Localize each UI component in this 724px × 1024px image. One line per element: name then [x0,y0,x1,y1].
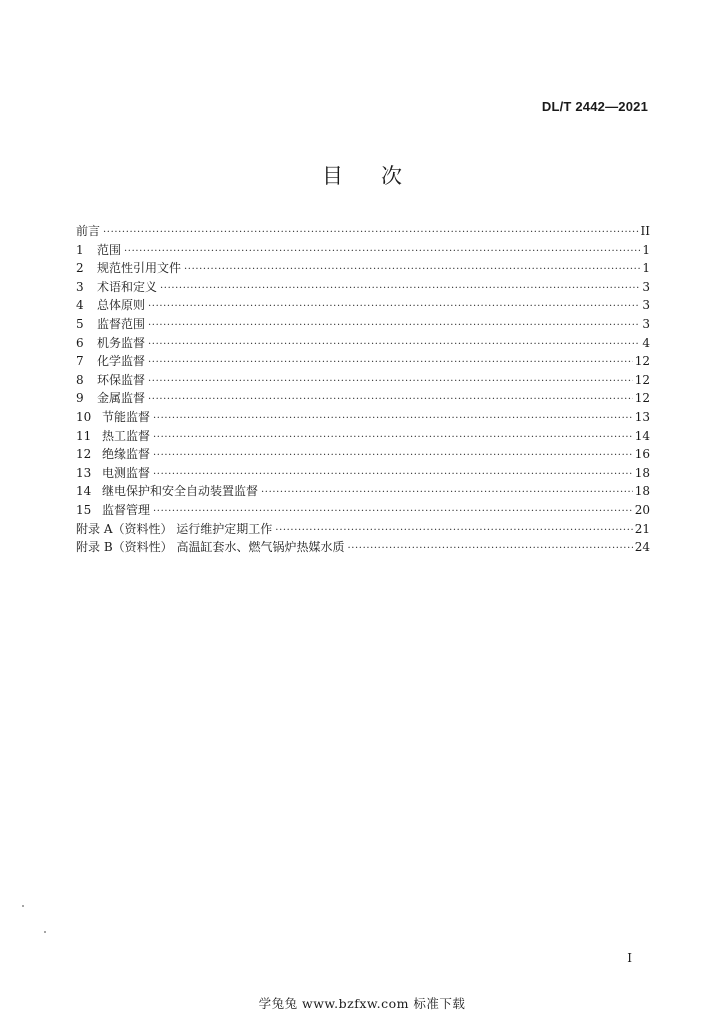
toc-leader-dots [261,487,633,498]
toc-leader-dots [148,394,633,405]
toc-entry-label: 金属监督 [97,391,146,406]
toc-entry-label: 环保监督 [97,372,146,387]
toc-entry-number: 10 [76,409,92,424]
table-of-contents [76,222,650,557]
standard-code: DL/T 2442—2021 [541,99,648,114]
toc-entry-label: 范围 [97,242,122,257]
toc-entry [76,371,650,390]
toc-entry [76,538,650,557]
title-char-1: 目 [322,164,343,188]
toc-entry-page: 3 [642,279,650,294]
toc-entry-label: 电测监督 [102,465,151,480]
toc-entry-page: 21 [634,521,650,536]
toc-entry-label: 术语和定义 [97,279,158,294]
toc-entry-number: 3 [76,279,84,294]
toc-leader-dots [153,413,633,424]
toc-entry-page: 12 [634,391,650,406]
toc-entry [76,315,650,334]
toc-entry-page: 14 [634,428,650,443]
toc-entry-page: 18 [634,465,650,480]
toc-entry-label: 附录 B（资料性） 高温缸套水、燃气锅炉热媒水质 [76,540,345,555]
toc-entry-label: 附录 A（资料性） 运行维护定期工作 [76,521,273,536]
toc-entry-number: 8 [76,372,84,387]
toc-leader-dots [347,543,632,554]
toc-entry-number: 15 [76,502,92,517]
toc-leader-dots [153,469,633,480]
toc-entry-number: 11 [76,428,92,443]
toc-entry-page: 3 [642,316,650,331]
toc-entry-label: 绝缘监督 [102,447,151,462]
toc-leader-dots [124,246,640,257]
toc-leader-dots [153,450,633,461]
toc-entry [76,334,650,353]
toc-entry [76,501,650,520]
toc-entry-number: 7 [76,354,84,369]
toc-entry [76,296,650,315]
toc-entry-number: 4 [76,298,84,313]
toc-entry-page: 3 [642,298,650,313]
toc-entry-number: 14 [76,484,92,499]
toc-entry-page: 20 [634,502,650,517]
toc-entry-page: 12 [634,372,650,387]
toc-entry-page: 12 [634,354,650,369]
scan-speck [44,931,46,933]
toc-entry [76,222,650,241]
toc-entry [76,389,650,408]
toc-leader-dots [148,376,633,387]
toc-leader-dots [153,506,633,517]
toc-entry [76,464,650,483]
toc-entry-label: 总体原则 [97,298,146,313]
page-number: I [627,951,632,965]
toc-entry-label: 继电保护和安全自动装置监督 [102,484,259,499]
toc-entry-page: 1 [642,261,650,276]
toc-entry-label: 热工监督 [102,428,151,443]
toc-entry-page: II [640,224,650,238]
toc-entry-page: 18 [634,484,650,499]
page-title [0,160,724,190]
toc-entry [76,520,650,539]
toc-leader-dots [103,227,639,238]
toc-entry-page: 16 [634,447,650,462]
toc-entry [76,352,650,371]
toc-entry-label: 化学监督 [97,354,146,369]
footer-watermark: 学兔兔 www.bzfxw.com 标准下载 [258,996,466,1011]
toc-leader-dots [153,432,633,443]
toc-entry [76,408,650,427]
toc-entry-label: 监督范围 [97,316,146,331]
toc-entry-page: 4 [642,335,650,350]
toc-entry-number: 13 [76,465,92,480]
toc-leader-dots [275,525,632,536]
toc-leader-dots [148,301,640,312]
toc-entry [76,445,650,464]
toc-entry-number: 2 [76,261,84,276]
toc-entry-number: 1 [76,242,84,257]
toc-entry-page: 13 [634,409,650,424]
toc-entry [76,241,650,260]
toc-entry-number: 9 [76,391,84,406]
title-char-2: 次 [381,164,402,188]
toc-entry-page: 1 [642,242,650,257]
toc-entry-number: 12 [76,447,92,462]
toc-entry-label: 监督管理 [102,502,151,517]
toc-leader-dots [148,357,633,368]
toc-entry-label: 前言 [76,224,101,238]
toc-leader-dots [160,283,640,294]
toc-entry-page: 24 [634,540,650,555]
toc-entry-number: 5 [76,316,84,331]
toc-leader-dots [184,264,640,275]
toc-leader-dots [148,320,640,331]
scan-speck [22,905,24,907]
toc-entry-number: 6 [76,335,84,350]
toc-entry-label: 规范性引用文件 [97,261,182,276]
toc-entry-label: 机务监督 [97,335,146,350]
toc-entry [76,259,650,278]
toc-entry [76,482,650,501]
toc-entry [76,278,650,297]
toc-leader-dots [148,339,640,350]
toc-entry [76,427,650,446]
toc-entry-label: 节能监督 [102,409,151,424]
